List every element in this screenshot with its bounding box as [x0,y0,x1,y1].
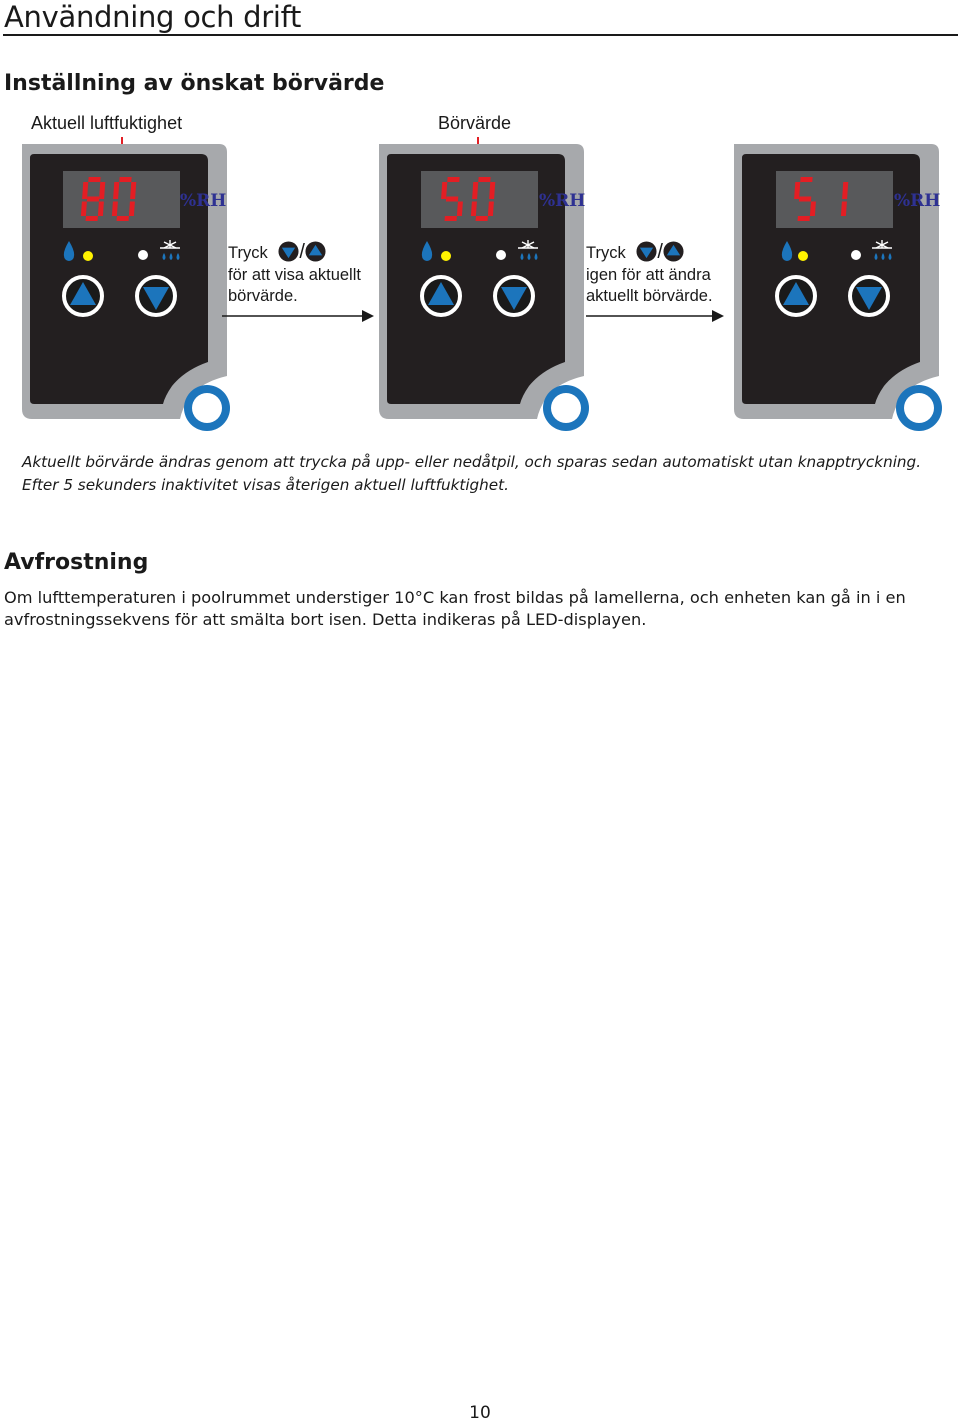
segment-g [87,197,99,202]
unit-label-1: %RH [180,191,227,211]
segment-e [112,202,118,217]
segment-e [81,202,87,217]
down-button-panel-3[interactable] [850,277,888,315]
section-heading-setpoint: Inställning av önskat börvärde [4,71,385,96]
defrost-paragraph-line2: avfrostningssekvens för att smälta bort isen. Detta indikeras på LED-displayen. [4,610,647,629]
instruction-step-2-line3: aktuellt börvärde. [586,287,713,305]
segment-d [445,216,457,221]
separator: / [657,241,663,263]
display-window-3 [776,171,893,228]
segment-a [800,177,812,182]
round-button-panel-2[interactable] [543,385,589,431]
segment-a [447,177,459,182]
segment-d [798,216,810,221]
defrost-paragraph-line1: Om lufttemperaturen i poolrummet understiger 10°C kan frost bildas på lamellerna, och enheten kan gå in i en [4,588,906,607]
segment-a [119,177,131,182]
round-button-panel-3[interactable] [896,385,942,431]
segment-g [799,197,811,202]
down-button-panel-1[interactable] [137,277,175,315]
page-number: 10 [469,1403,491,1423]
arrow-down-icon [636,241,657,262]
down-button-panel-2[interactable] [495,277,533,315]
segment-c [98,202,104,217]
instruction-step-2-line2: igen för att ändra [586,265,711,284]
step-arrow-1 [222,310,374,322]
setpoint-note-line2: Efter 5 sekunders inaktivitet visas återigen aktuell luftfuktighet. [22,475,509,494]
unit-label-2: %RH [539,191,586,211]
segment-c [457,202,463,217]
dehumidify-led-on [83,251,93,261]
segment-c [129,202,135,217]
setpoint-note-line1: Aktuellt börvärde ändras genom att trycka på upp- eller nedåtpil, och sparas sedan automatiskt utan knapptryckning. [22,453,922,471]
label-setpoint: Börvärde [438,113,512,133]
defrost-paragraph [4,587,956,631]
instruction-step-1-line3: börvärde. [228,287,298,305]
segment-a [88,177,100,182]
defrost-led-off [851,250,861,260]
segment-d [117,216,129,221]
up-button-panel-1[interactable] [64,277,102,315]
defrost-led-off [138,250,148,260]
instruction-step-2 [586,241,736,308]
up-button-panel-2[interactable] [422,277,460,315]
instruction-step-1 [228,241,378,308]
instruction-step-1-line2: för att visa aktuellt [228,265,361,284]
segment-c [810,202,816,217]
section-heading-defrost: Avfrostning [4,550,149,575]
segment-g [446,197,458,202]
segment-e [471,202,477,217]
segment-c [488,202,494,217]
arrow-up-icon [305,241,326,262]
dehumidify-led-on [441,251,451,261]
up-button-panel-3[interactable] [777,277,815,315]
arrow-up-icon [663,241,684,262]
setpoint-note [22,451,942,496]
separator: / [299,241,305,263]
instruction-step-1-word: Tryck [228,244,268,262]
page-title: Användning och drift [4,0,302,34]
step-arrow-2 [586,310,724,322]
defrost-led-off [496,250,506,260]
label-current-humidity: Aktuell luftfuktighet [31,113,183,133]
dehumidify-led-on [798,251,808,261]
round-button-panel-1[interactable] [184,385,230,431]
segment-d [476,216,488,221]
instruction-step-2-word: Tryck [586,244,626,262]
segment-d [86,216,98,221]
controller-panels-illustration [0,0,960,450]
unit-label-3: %RH [894,191,941,211]
segment-a [478,177,490,182]
arrow-down-icon [278,241,299,262]
segment-c [841,202,847,217]
